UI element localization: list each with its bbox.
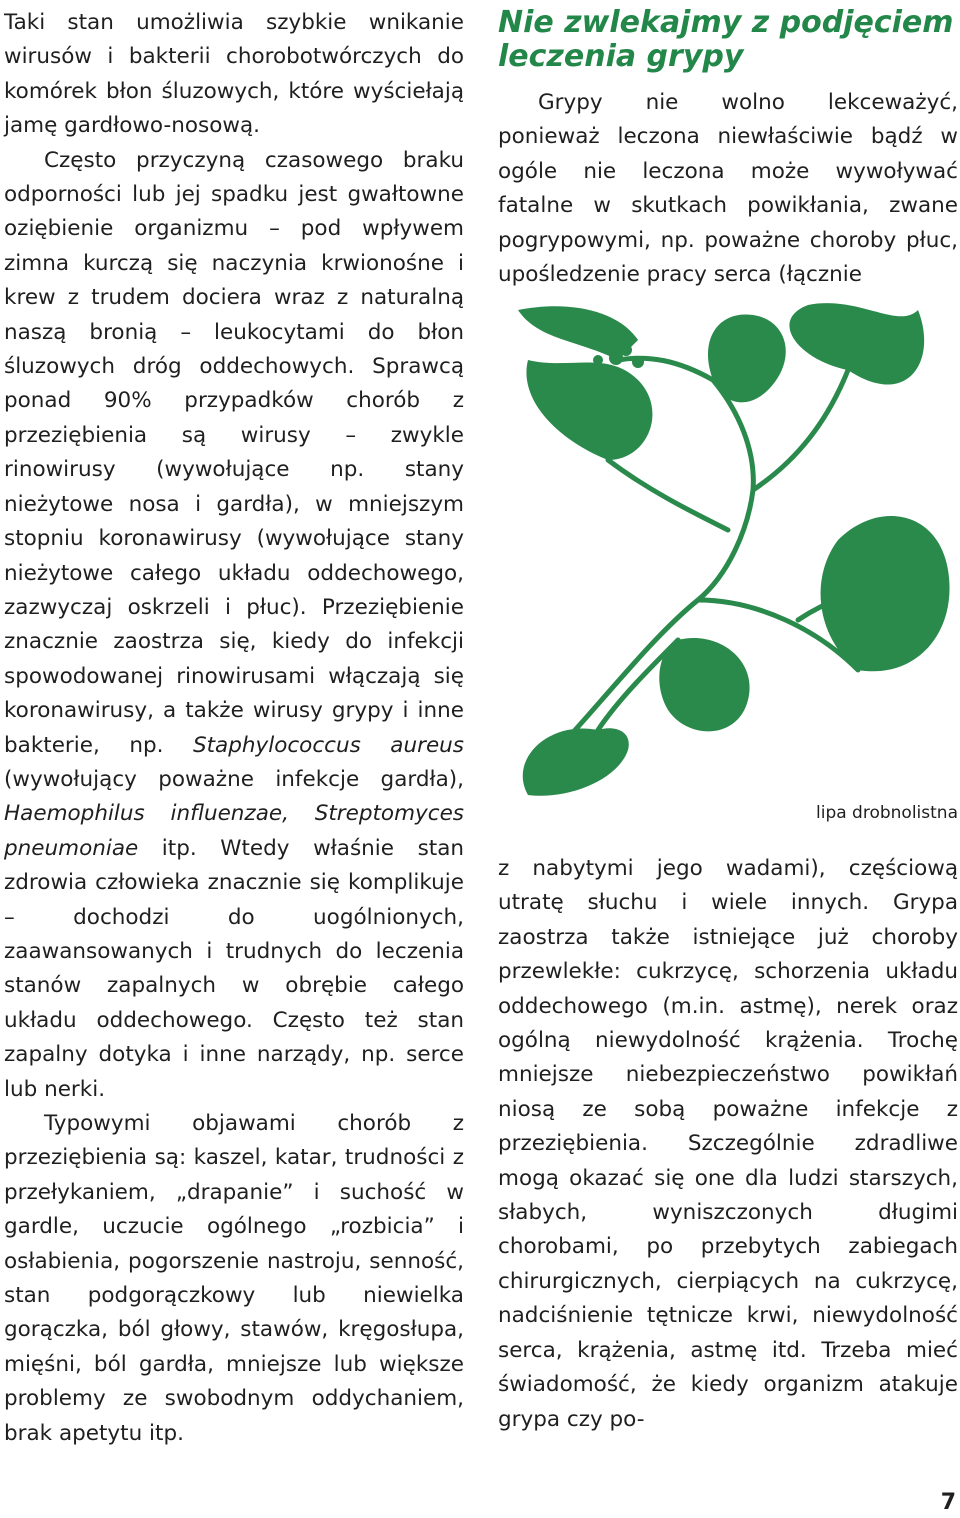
left-paragraph-2-end: itp. Wtedy właśnie stan zdrowia człowieka znacznie się komplikuje – dochodzi do uogólnionych, zaawansowanych i trudnych do leczenia stanów zapalnych w obrębie całego układu oddechowego. Często też stan zapalny dotyka i inne narządy, np. serce lub nerki. xyxy=(4,835,464,1102)
leaf-lower-left xyxy=(523,728,629,796)
leaf-left-upper xyxy=(526,360,652,460)
left-paragraph-2 xyxy=(4,144,464,1107)
right-paragraph-1: Grypy nie wolno lekceważyć, ponieważ leczona niewłaściwie bądź w ogóle nie leczona może wywoływać fatalne w skutkach powikłania, zwane pogrypowymi, np. poważne choroby płuc, upośledzenie pracy serca (łącznie xyxy=(498,90,958,288)
figure-caption: lipa drobnolistna xyxy=(816,803,958,823)
right-paragraph-2: z nabytymi jego wadami), częściową utratę słuchu i wiele innych. Grypa zaostrza także istniejące już choroby przewlekłe: cukrzycę, schorzenia układu oddechowego (m.in. astmę), nerek oraz ogólną niewydolność krążenia. Trochę mniejsze niebezpieczeństwo powikłań niosą ze sobą poważne infekcje z przeziębienia. Szczególnie zdradliwe mogą okazać się one dla ludzi starszych, słabych, wyniszczonych długimi chorobami, po przebytych zabiegach chirurgicznych, cierpiących na cukrzycę, nadciśnienie tętnicze krwi, niewydolność serca, krążenia, astmę itd. Trzeba mieć świadomość, że kiedy organizm atakuje grypa czy po- xyxy=(498,856,958,1432)
species-haemophilus-streptomyces: Haemophilus influenzae, Streptomyces pneumoniae xyxy=(4,801,464,861)
section-heading: Nie zwlekajmy z podjęciem leczenia grypy xyxy=(498,5,954,74)
leaf-right-large xyxy=(821,516,950,671)
right-column-bottom xyxy=(498,852,958,1437)
leaf-lower-middle xyxy=(659,638,749,731)
leaf-center xyxy=(708,314,786,402)
left-column xyxy=(4,6,464,1451)
left-paragraph-2-mid: (wywołujący poważne infekcje gardła), xyxy=(4,766,464,792)
left-paragraph-2-text: Często przyczyną czasowego braku odporności lub jej spadku jest gwałtowne oziębienie organizmu – pod wpływem zimna kurczą się naczynia krwionośne i krew z trudem dociera wraz z naturalną naszą bronią – leukocytami do błon śluzowych dróg oddechowych. Sprawcą ponad 90% przypadków chorób z przeziębienia są wirusy – zwykle rinowirusy (wywołujące np. stany nieżytowe nosa i gardła), w mniejszym stopniu koronawirusy (wywołujące stany nieżytowe całego układu oddechowego, zazwyczaj oskrzeli i płuc). Przeziębienie znacznie zaostrza się, kiedy do infekcji spowodowanej rinowirusami włączają się koronawirusy, a także wirusy grypy i inne bakterie, np. xyxy=(4,147,464,758)
species-staphylococcus: Staphylococcus aureus xyxy=(192,732,465,758)
left-paragraph-1: Taki stan umożliwia szybkie wnikanie wirusów i bakterii chorobotwórczych do komórek błon śluzowych, które wyściełają jamę gardłowo-nosową. xyxy=(4,10,464,139)
right-column-top xyxy=(498,6,958,292)
linden-branch-icon xyxy=(498,300,960,800)
leaf-left-middle xyxy=(518,306,638,360)
leaf-top xyxy=(789,303,924,384)
page-number: 7 xyxy=(940,1490,956,1515)
linden-figure xyxy=(498,300,960,830)
left-paragraph-3: Typowymi objawami chorób z przeziębienia są: kaszel, katar, trudności z przełykaniem, „drapanie” i suchość w gardle, uczucie ogólnego „rozbicia” i osłabienia, pogorszenie nastroju, senność, stan podgorączkowy lub niewielka gorączka, ból głowy, stawów, kręgosłupa, mięśni, ból gardła, mniejsze lub większe problemy ze swobodnym oddychaniem, brak apetytu itp. xyxy=(4,1111,464,1446)
